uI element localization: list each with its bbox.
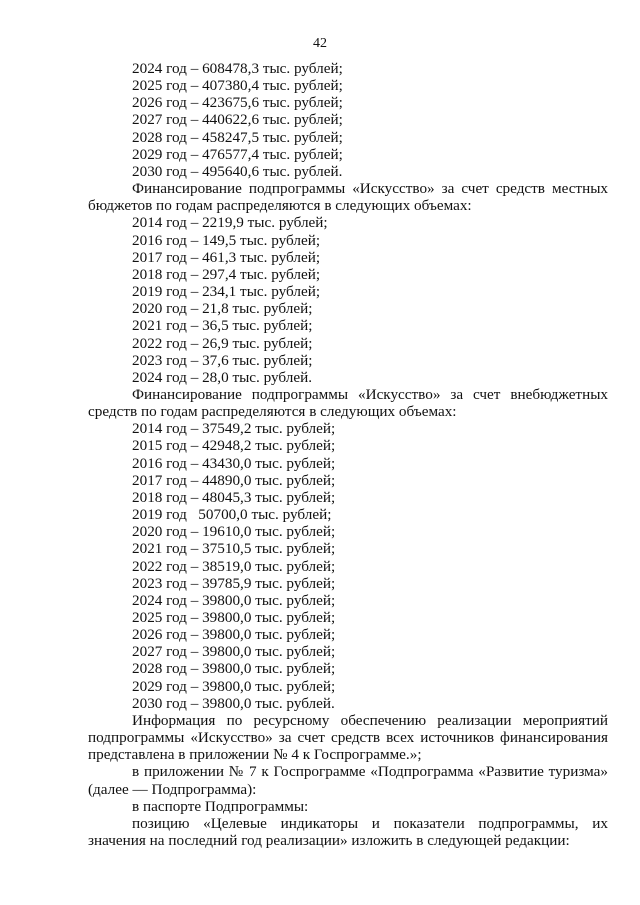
funding-list-local [88,214,608,386]
list-item: 2027 год – 440622,6 тыс. рублей; [132,111,343,129]
list-item: 2029 год – 476577,4 тыс. рублей; [132,145,343,163]
list-item: 2021 год – 37510,5 тыс. рублей; [132,540,336,558]
list-item: 2024 год – 39800,0 тыс. рублей; [132,591,336,609]
list-item: 2020 год – 19610,0 тыс. рублей; [132,523,336,541]
list-item: 2022 год – 38519,0 тыс. рублей; [132,557,336,575]
list-item: 2026 год – 39800,0 тыс. рублей; [132,626,336,644]
list-item: 2023 год – 37,6 тыс. рублей; [132,351,313,369]
list-item: 2029 год – 39800,0 тыс. рублей; [132,677,336,695]
local-budget-paragraph: Финансирование подпрограммы «Искусство» за счет средств местных бюджетов по годам распределяются в следующих объемах: [88,180,608,215]
list-item: 2024 год – 28,0 тыс. рублей. [132,368,313,386]
list-item: 2021 год – 36,5 тыс. рублей; [132,317,313,335]
list-item: 2030 год – 39800,0 тыс. рублей. [132,694,335,712]
list-item: 2028 год – 39800,0 тыс. рублей; [132,660,336,678]
list-item: 2016 год – 43430,0 тыс. рублей; [132,454,336,472]
list-item: 2018 год – 48045,3 тыс. рублей; [132,488,336,506]
document-body [88,60,608,849]
list-item: 2020 год – 21,8 тыс. рублей; [132,300,313,318]
resource-info-paragraph: Информация по ресурсному обеспечению реализации мероприятий подпрограммы «Искусство» за счет средств всех источников финансирования представлена в приложении № 4 к Госпрограмме.»; [88,711,608,764]
list-item: 2016 год – 149,5 тыс. рублей; [132,231,321,249]
position-paragraph: позицию «Целевые индикаторы и показатели подпрограммы, их значения на последний год реализации» изложить в следующей редакции: [88,814,608,850]
list-item: 2015 год – 42948,2 тыс. рублей; [132,437,336,455]
list-item: 2017 год – 44890,0 тыс. рублей; [132,471,336,489]
list-item: 2026 год – 423675,6 тыс. рублей; [132,94,343,112]
funding-list-extra [88,420,608,712]
page-number: 42 [313,36,327,51]
list-item: 2024 год – 608478,3 тыс. рублей; [132,60,343,77]
list-item: 2019 год – 234,1 тыс. рублей; [132,283,321,301]
list-item: 2022 год – 26,9 тыс. рублей; [132,334,313,352]
list-item: 2027 год – 39800,0 тыс. рублей; [132,643,336,661]
appendix-paragraph: в приложении № 7 к Госпрограмме «Подпрограмма «Развитие туризма» (далее — Подпрограмма): [88,763,608,798]
list-item: 2018 год – 297,4 тыс. рублей; [132,265,321,283]
list-item: 2025 год – 39800,0 тыс. рублей; [132,609,336,626]
extra-budget-paragraph: Финансирование подпрограммы «Искусство» за счет внебюджетных средств по годам распределяются в следующих объемах: [88,385,608,421]
list-item: 2023 год – 39785,9 тыс. рублей; [132,574,336,592]
list-item: 2030 год – 495640,6 тыс. рублей. [132,162,343,180]
list-item: 2014 год – 37549,2 тыс. рублей; [132,420,336,438]
funding-list-total [88,60,608,180]
list-item: 2019 год 50700,0 тыс. рублей; [132,506,332,524]
passport-paragraph: в паспорте Подпрограммы: [132,797,309,815]
list-item: 2025 год – 407380,4 тыс. рублей; [132,77,343,95]
list-item: 2014 год – 2219,9 тыс. рублей; [132,214,328,232]
list-item: 2028 год – 458247,5 тыс. рублей; [132,128,343,146]
list-item: 2017 год – 461,3 тыс. рублей; [132,248,321,266]
